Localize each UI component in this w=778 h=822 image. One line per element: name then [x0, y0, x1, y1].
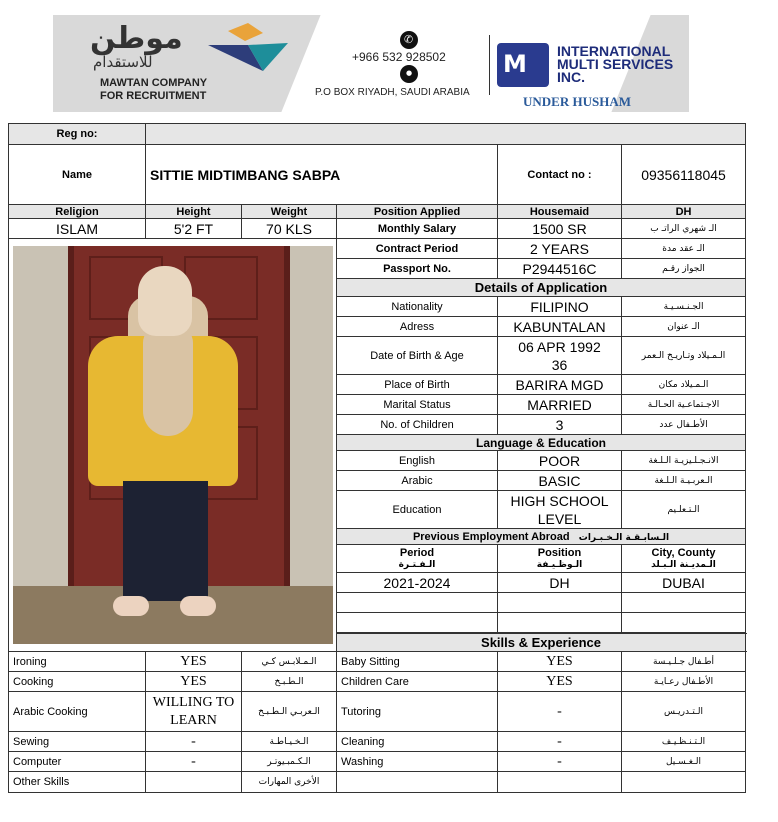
reg-row — [9, 124, 746, 145]
city-header — [622, 545, 746, 573]
mawtan-logo-arabic-sub: للاستقدام — [93, 53, 153, 71]
passport-label: Passport No. — [337, 259, 498, 279]
attr-header: Height — [146, 205, 242, 219]
detail-label: Marital Status — [337, 395, 498, 415]
ims-line1: INTERNATIONAL — [557, 43, 671, 59]
education-value — [498, 491, 622, 529]
ims-company-name — [557, 45, 673, 84]
header-divider — [489, 35, 490, 95]
skill-row — [9, 732, 746, 752]
reg-label: Reg no: — [9, 124, 146, 145]
attr-value-row — [9, 219, 746, 239]
skill-value: - — [146, 752, 242, 772]
period-header-ar: الـفـتـرة — [398, 559, 436, 570]
skill-row — [9, 752, 746, 772]
position-header-ar: الـوظـيـفة — [536, 559, 583, 570]
skill-arabic: الـغـسـيل — [622, 752, 746, 772]
skill-row — [9, 692, 746, 732]
detail-label: Nationality — [337, 297, 498, 317]
skill-value: - — [498, 692, 622, 732]
company-name — [100, 77, 207, 103]
skill-label: Ironing — [9, 652, 146, 672]
mawtan-logo-arabic: موطن — [90, 21, 183, 56]
height-value: 5'2 FT — [146, 219, 242, 239]
employment-position: DH — [498, 573, 622, 593]
language-label: Education — [337, 491, 498, 529]
arabic-cooking-value-line2: LEARN — [170, 712, 217, 728]
name-value: SITTIE MIDTIMBANG SABPA — [146, 145, 498, 205]
skill-arabic: الـمـلابـس كـي — [242, 652, 337, 672]
contract-label: Contract Period — [337, 239, 498, 259]
skill-value — [146, 692, 242, 732]
arabic-cooking-value-line1: WILLING TO — [152, 694, 235, 710]
language-arabic: الـعربـيـة الـلـغة — [622, 471, 746, 491]
company-name-line1: MAWTAN COMPANY — [100, 77, 208, 89]
location-pin-icon — [400, 65, 418, 83]
skill-value: - — [146, 732, 242, 752]
education-value-line1: HIGH SCHOOL — [510, 492, 609, 509]
employment-city — [622, 593, 746, 613]
details-heading: Details of Application — [337, 279, 746, 297]
age-value: 36 — [551, 356, 568, 373]
skill-arabic: الأطـفال رعـايـة — [622, 672, 746, 692]
position-header-en: Position — [537, 546, 582, 559]
applicant-figure — [88, 266, 238, 626]
skill-arabic: أطـفال جـلـيـسة — [622, 652, 746, 672]
employment-period — [337, 613, 498, 633]
detail-arabic: الـ عنوان — [622, 317, 746, 337]
salary-value: 1500 SR — [498, 219, 622, 239]
city-header-ar: الـمديـنة الـبـلد — [651, 559, 716, 570]
detail-arabic: الجـنـسـيـة — [622, 297, 746, 317]
detail-arabic: الاجـتماعـية الحـالـة — [622, 395, 746, 415]
mawtan-emblem-icon — [203, 23, 293, 73]
phone-number: +966 532 928502 — [352, 50, 446, 64]
skill-arabic: الـكـمبـيوتـر — [242, 752, 337, 772]
name-label: Name — [9, 145, 146, 205]
skill-label: Washing — [337, 752, 498, 772]
city-header-en: City, County — [651, 546, 716, 559]
detail-arabic: الـمـيلاد وتـاريـخ الـعمر — [622, 337, 746, 375]
religion-value: ISLAM — [9, 219, 146, 239]
attr-header-row — [9, 205, 746, 219]
skill-arabic — [622, 772, 746, 793]
contract-arabic: الـ عقد مدة — [622, 239, 746, 259]
applicant-photo-cell — [9, 239, 337, 652]
employment-heading — [337, 529, 746, 545]
detail-value: MARRIED — [498, 395, 622, 415]
skill-value — [498, 772, 622, 793]
skill-label: Arabic Cooking — [9, 692, 146, 732]
contact-value: 09356118045 — [622, 145, 746, 205]
skill-row — [9, 652, 746, 672]
skill-value: - — [498, 732, 622, 752]
reg-value — [146, 124, 746, 145]
skill-label: Sewing — [9, 732, 146, 752]
skill-label: Children Care — [337, 672, 498, 692]
employment-city: DUBAI — [622, 573, 746, 593]
skill-label — [337, 772, 498, 793]
language-value: BASIC — [498, 471, 622, 491]
language-value: POOR — [498, 451, 622, 471]
under-label: UNDER HUSHAM — [523, 94, 631, 109]
detail-arabic: الأطـفال عدد — [622, 415, 746, 435]
skill-value: YES — [146, 672, 242, 692]
employment-period — [337, 593, 498, 613]
skill-arabic: الأخرى المهارات — [242, 772, 337, 793]
skill-label: Computer — [9, 752, 146, 772]
applicant-form-table — [8, 123, 746, 793]
passport-value: P2944516C — [498, 259, 622, 279]
skill-arabic: الـتـنـظـيـف — [622, 732, 746, 752]
skill-value: YES — [498, 652, 622, 672]
skills-heading: Skills & Experience — [337, 634, 746, 652]
language-label: English — [337, 451, 498, 471]
skill-arabic: الـتـدريـس — [622, 692, 746, 732]
attr-header: Religion — [9, 205, 146, 219]
employment-position — [498, 613, 622, 633]
contract-row — [9, 239, 746, 259]
attr-header: Housemaid — [498, 205, 622, 219]
attr-header: Position Applied — [337, 205, 498, 219]
period-header — [337, 545, 498, 573]
skill-value — [146, 772, 242, 793]
employment-heading-ar: الـسابـقـة الـخـبـرات — [578, 532, 670, 543]
contact-label: Contact no : — [498, 145, 622, 205]
salary-arabic: الـ شهري الراتـ ب — [622, 219, 746, 239]
letterhead — [53, 15, 689, 112]
detail-label: Adress — [337, 317, 498, 337]
company-address: P.O BOX RIYADH, SAUDI ARABIA — [315, 87, 470, 98]
employment-period: 2021-2024 — [337, 573, 498, 593]
employment-city — [622, 613, 746, 633]
detail-label: No. of Children — [337, 415, 498, 435]
position-header — [498, 545, 622, 573]
detail-label: Place of Birth — [337, 375, 498, 395]
ims-line3: INC. — [557, 69, 585, 85]
skill-label: Cleaning — [337, 732, 498, 752]
dob-value: 06 APR 1992 — [518, 338, 601, 355]
skill-arabic: الـطـبـخ — [242, 672, 337, 692]
skill-value: YES — [146, 652, 242, 672]
weight-value: 70 KLS — [242, 219, 337, 239]
period-header-en: Period — [399, 546, 435, 559]
ims-line2: MULTI SERVICES — [557, 56, 674, 72]
skill-label: Other Skills — [9, 772, 146, 793]
name-row — [9, 145, 746, 205]
skill-label: Tutoring — [337, 692, 498, 732]
attr-header: Weight — [242, 205, 337, 219]
skill-label: Cooking — [9, 672, 146, 692]
salary-label: Monthly Salary — [337, 219, 498, 239]
language-label: Arabic — [337, 471, 498, 491]
applicant-photo — [13, 246, 333, 644]
skill-label: Baby Sitting — [337, 652, 498, 672]
detail-label: Date of Birth & Age — [337, 337, 498, 375]
detail-value: 3 — [498, 415, 622, 435]
employment-heading-en: Previous Employment Abroad — [412, 530, 570, 543]
employment-position — [498, 593, 622, 613]
detail-value — [498, 337, 622, 375]
passport-arabic: الجواز رقـم — [622, 259, 746, 279]
skill-arabic: الـخـيـاطـة — [242, 732, 337, 752]
ims-logo-icon: M — [497, 43, 549, 87]
detail-value: FILIPINO — [498, 297, 622, 317]
language-arabic: الانـجـلـيزيـة الـلـغة — [622, 451, 746, 471]
detail-arabic: الـمـيلاد مكان — [622, 375, 746, 395]
language-heading: Language & Education — [337, 435, 746, 451]
company-name-line2: FOR RECRUITMENT — [100, 90, 207, 102]
education-value-line2: LEVEL — [537, 510, 582, 527]
skill-value: - — [498, 752, 622, 772]
contract-value: 2 YEARS — [498, 239, 622, 259]
skill-arabic: الـعربـي الـطـبـخ — [242, 692, 337, 732]
attr-header: DH — [622, 205, 746, 219]
detail-value: BARIRA MGD — [498, 375, 622, 395]
language-arabic: الـتـعلـيم — [622, 491, 746, 529]
phone-icon — [400, 31, 418, 49]
detail-value: KABUNTALAN — [498, 317, 622, 337]
skill-row — [9, 772, 746, 793]
skill-value: YES — [498, 672, 622, 692]
skill-row — [9, 672, 746, 692]
